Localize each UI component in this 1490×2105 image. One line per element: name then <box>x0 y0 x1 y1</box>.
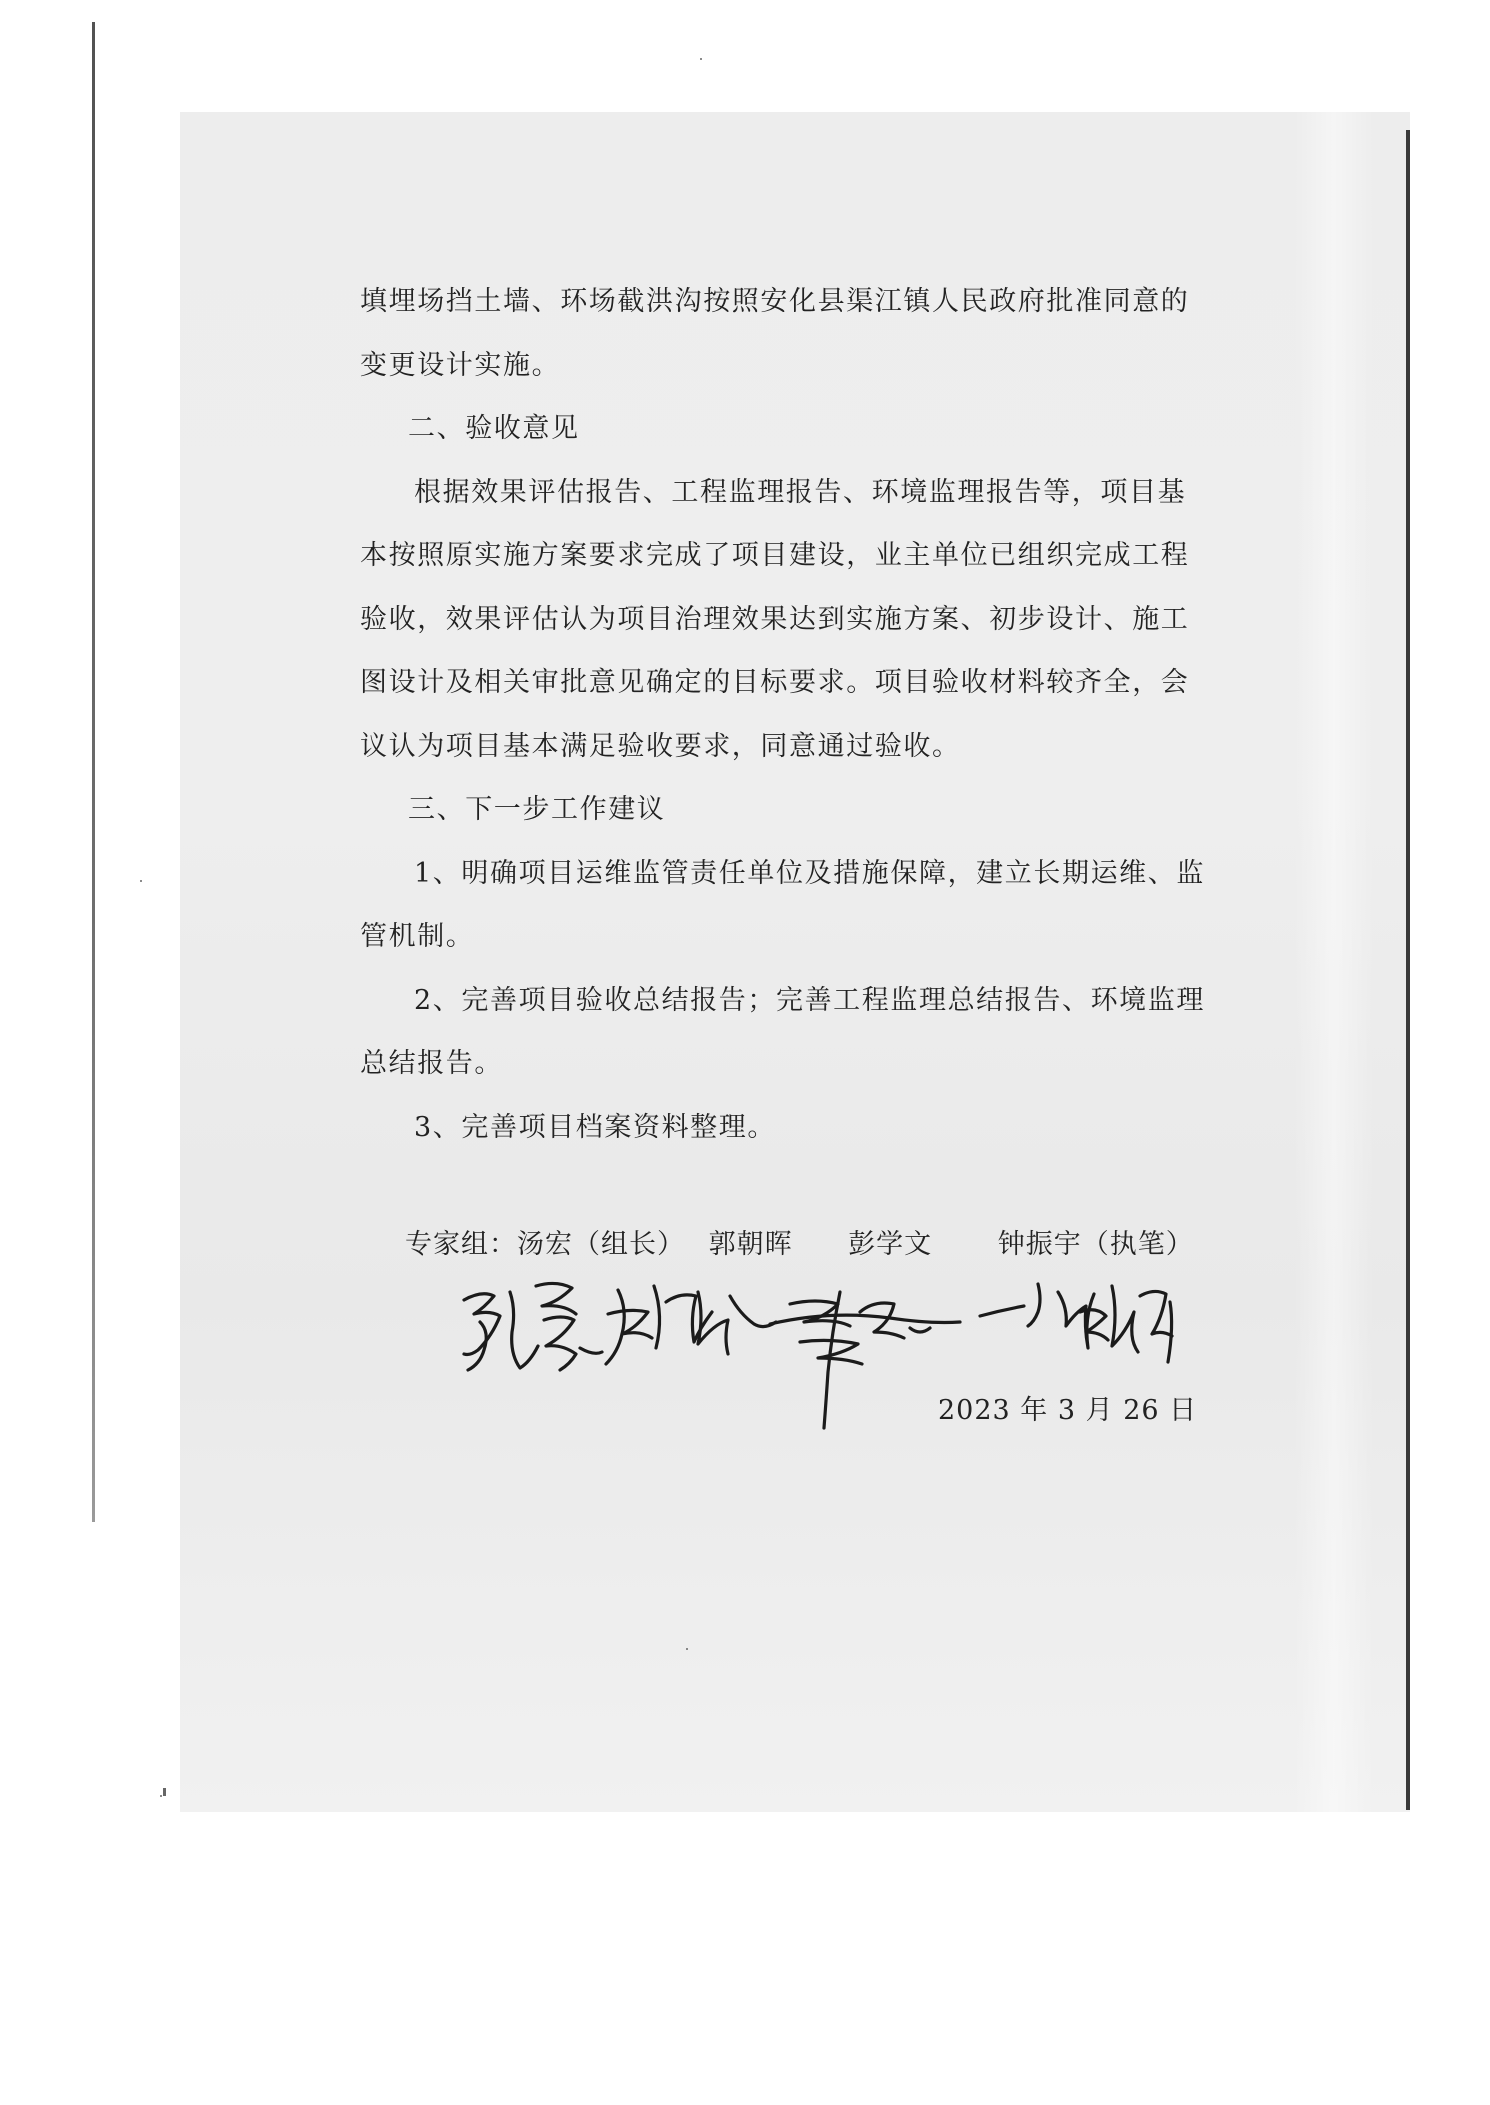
signature-4 <box>980 1284 1172 1362</box>
document-date: 2023 年 3 月 26 日 <box>938 1395 1198 1426</box>
scan-speck <box>700 58 702 60</box>
scan-speck <box>686 1648 688 1650</box>
expert-group-line <box>405 1222 1194 1261</box>
section-heading-acceptance: 二、验收意见 <box>408 413 580 444</box>
expert-group-label: 专家组： <box>405 1229 517 1260</box>
signature-1 <box>464 1283 602 1370</box>
expert-member: 彭学文 <box>848 1229 933 1260</box>
recommendation-item-2: 2、完善项目验收总结报告；完善工程监理总结报告、环境监理总结报告。 <box>360 984 1205 1079</box>
scan-speck <box>140 880 142 882</box>
paragraph-acceptance-opinion: 根据效果评估报告、工程监理报告、环境监理报告等，项目基本按照原实施方案要求完成了项目建设，业主单位已组织完成工程验收，效果评估认为项目治理效果达到实施方案、初步设计、施工图设计及相关审批意见确定的目标要求。项目验收材料较齐全，会议认为项目基本满足验收要求，同意通过验收。 <box>360 476 1190 762</box>
expert-member: 郭朝晖 <box>708 1229 793 1260</box>
section-heading-next-steps: 三、下一步工作建议 <box>408 794 666 825</box>
recommendation-item-1: 1、明确项目运维监管责任单位及措施保障，建立长期运维、监管机制。 <box>360 857 1205 952</box>
scan-speck <box>163 1788 166 1796</box>
document-body <box>360 270 1210 1159</box>
paragraph-implementation: 填埋场挡土墙、环场截洪沟按照安化县渠江镇人民政府批准同意的变更设计实施。 <box>360 286 1190 381</box>
expert-member-writer: 钟振宇（执笔） <box>997 1229 1194 1260</box>
expert-member-leader: 汤宏（组长） <box>517 1229 685 1260</box>
recommendation-item-3: 3、完善项目档案资料整理。 <box>414 1111 776 1143</box>
scan-shading <box>1294 112 1374 1812</box>
signature-3 <box>770 1292 960 1428</box>
signature-2 <box>606 1286 776 1364</box>
scan-speck <box>160 1795 162 1797</box>
scan-edge-line <box>92 22 95 1522</box>
